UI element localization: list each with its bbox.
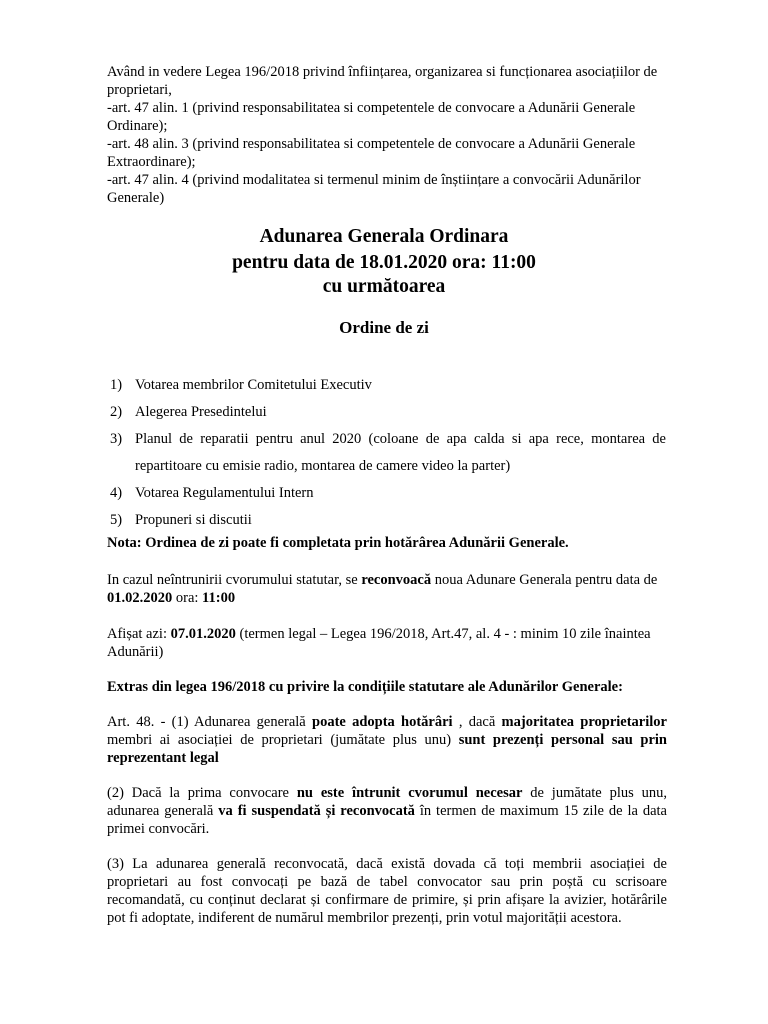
article-emphasis: sunt prezenți personal sau prin reprezentant legal	[107, 732, 667, 766]
reconvene-keyword: reconvoacă	[361, 572, 432, 588]
article-48-paragraph-2	[107, 784, 667, 838]
posted-paragraph	[107, 625, 667, 661]
law-extract-title: Extras din legea 196/2018 cu privire la condițiile statutare ale Adunărilor Generale:	[107, 679, 623, 695]
article-text: de jumătate plus unu, adunarea generală	[107, 785, 667, 819]
agenda-item-number: 4)	[110, 485, 123, 501]
article-text: (2) Dacă la prima convocare	[107, 785, 297, 801]
agenda-item-text: Alegerea Presedintelui	[135, 404, 267, 420]
article-emphasis: poate adopta hotărâri	[312, 714, 453, 730]
agenda-item-number: 3)	[110, 431, 123, 447]
article-48-paragraph-3: (3) La adunarea generală reconvocată, dacă există dovada că toți membrii asociației de proprietari au fost convocați pe bază de tabel convocator sau prin poștă cu scrisoare recomandată, cu conținut declarat și confirmare de primire, și prin afișare la avizier, hotărârile pot fi adoptate, indiferent de numărul membrilor prezenți, prin votul majorității acestora.	[107, 856, 667, 926]
reconvene-text: ora:	[172, 590, 203, 606]
article-text: în termen de maximum 15 zile de la data primei convocări.	[107, 803, 667, 837]
agenda-item-text: Planul de reparatii pentru anul 2020 (coloane de apa calda si apa rece, montarea de repartitoare cu emisie radio, montarea de camere video la parter)	[135, 431, 666, 474]
agenda-item-number: 2)	[110, 404, 123, 420]
agenda-item-number: 5)	[110, 512, 123, 528]
intro-line-3: -art. 48 alin. 3 (privind responsabilitatea si competentele de convocare a Adunării Generale Extraordinare);	[107, 136, 636, 170]
agenda-note: Nota: Ordinea de zi poate fi completata prin hotărârea Adunării Generale.	[107, 535, 569, 551]
agenda-title: Ordine de zi	[339, 318, 429, 337]
reconvene-paragraph	[107, 571, 667, 607]
article-emphasis: va fi suspendată și reconvocată	[218, 803, 415, 819]
agenda-item	[110, 426, 666, 480]
reconvene-text: In cazul neîntrunirii cvorumului statutar, se	[107, 572, 362, 588]
article-text: , dacă	[452, 714, 502, 730]
agenda-list	[110, 372, 666, 534]
agenda-item	[110, 399, 666, 426]
meeting-title: Adunarea Generala Ordinara	[259, 226, 509, 247]
intro-preamble	[107, 63, 667, 207]
meeting-subtitle: cu următoarea	[322, 276, 446, 297]
meeting-date: pentru data de 18.01.2020 ora: 11:00	[232, 252, 536, 273]
article-text: Art. 48. - (1) Adunarea generală	[107, 714, 312, 730]
posted-label: Afișat azi:	[107, 626, 171, 642]
agenda-item-text: Propuneri si discutii	[135, 512, 252, 528]
article-text: membri ai asociației de proprietari (jumătate plus unu)	[107, 732, 459, 748]
posted-date: 07.01.2020	[170, 626, 236, 642]
intro-line-1: Având in vedere Legea 196/2018 privind înființarea, organizarea si funcționarea asociațiilor de proprietari,	[107, 64, 658, 98]
posted-term: (termen legal – Legea 196/2018, Art.47, al. 4 - : minim 10 zile înaintea Adunării)	[107, 626, 651, 660]
reconvene-date: 01.02.2020	[107, 590, 173, 606]
intro-line-2: -art. 47 alin. 1 (privind responsabilitatea si competentele de convocare a Adunării Generale Ordinare);	[107, 100, 636, 134]
intro-line-4: -art. 47 alin. 4 (privind modalitatea si termenul minim de înștiințare a convocării Adunărilor Generale)	[107, 172, 641, 206]
article-48-paragraph-1	[107, 713, 667, 767]
agenda-item	[110, 372, 666, 399]
article-emphasis: majoritatea proprietarilor	[501, 714, 667, 730]
agenda-item	[110, 480, 666, 507]
agenda-item-text: Votarea membrilor Comitetului Executiv	[135, 377, 372, 393]
reconvene-time: 11:00	[202, 590, 236, 606]
article-emphasis: nu este întrunit cvorumul necesar	[296, 785, 523, 801]
agenda-item	[110, 507, 666, 534]
agenda-item-number: 1)	[110, 377, 123, 393]
agenda-item-text: Votarea Regulamentului Intern	[135, 485, 314, 501]
reconvene-text: noua Adunare Generala pentru data de	[431, 572, 658, 588]
